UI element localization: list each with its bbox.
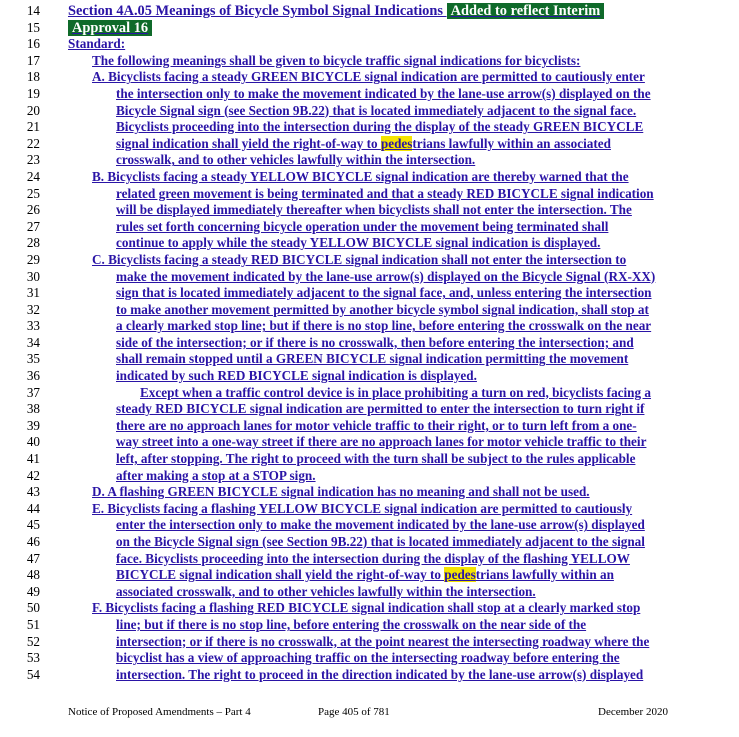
text-segment: Bicyclists proceeding into the intersection during the display of the steady GREEN BICYCLE: [116, 119, 644, 135]
text-segment: rules set forth concerning bicycle operation under the movement being terminated shall: [116, 218, 609, 234]
document-line: [0, 235, 739, 252]
text-segment: trians lawfully within an associated: [412, 135, 611, 151]
document-line: [0, 385, 739, 402]
line-text: [116, 667, 643, 684]
text-segment: continue to apply while the steady YELLOW BICYCLE signal indication is displayed.: [116, 235, 601, 251]
text-segment: to make another movement permitted by another bicycle symbol signal indication, shall stop at: [116, 301, 649, 317]
document-line: [0, 551, 739, 568]
document-line: [0, 53, 739, 70]
line-text: [92, 69, 645, 86]
text-segment: Section 4A.05 Meanings of Bicycle Symbol Signal Indications: [68, 3, 447, 19]
line-number: 16: [26, 36, 40, 52]
line-number: 23: [26, 152, 40, 168]
line-number: 31: [26, 285, 40, 301]
document-body: [0, 3, 739, 683]
text-segment: D. A flashing GREEN BICYCLE signal indication has no meaning and shall not be used.: [92, 484, 590, 500]
line-number: 36: [26, 368, 40, 384]
text-segment: the intersection only to make the movement indicated by the lane-use arrow(s) displayed on the: [116, 85, 651, 101]
line-number: 39: [26, 417, 40, 433]
text-segment: The following meanings shall be given to bicycle traffic signal indications for bicyclists:: [92, 52, 581, 68]
line-text: [116, 103, 636, 120]
text-segment: shall remain stopped until a GREEN BICYCLE signal indication permitting the movement: [116, 351, 629, 367]
line-text: [116, 584, 536, 601]
line-number: 43: [26, 484, 40, 500]
text-segment: face. Bicyclists proceeding into the intersection during the display of the flashing YELLOW: [116, 550, 630, 566]
line-number: 25: [26, 185, 40, 201]
line-number: 34: [26, 334, 40, 350]
document-line: [0, 252, 739, 269]
line-text: [92, 600, 640, 617]
line-text: [116, 235, 600, 252]
document-line: [0, 451, 739, 468]
text-segment: A. Bicyclists facing a steady GREEN BICYCLE signal indication are permitted to cautiously enter: [92, 69, 645, 85]
text-segment: C. Bicyclists facing a steady RED BICYCLE signal indication shall not enter the intersection to: [92, 251, 627, 267]
text-segment: steady RED BICYCLE signal indication are permitted to enter the intersection to turn right if: [116, 401, 645, 417]
text-segment: intersection; or if there is no crosswalk, at the point nearest the intersecting roadway where the: [116, 633, 650, 649]
text-segment: associated crosswalk, and to other vehicles lawfully within the intersection.: [116, 583, 536, 599]
document-line: [0, 667, 739, 684]
line-number: 44: [26, 500, 40, 516]
text-segment: will be displayed immediately thereafter when bicyclists shall not enter the intersection. The: [116, 202, 632, 218]
line-number: 47: [26, 550, 40, 566]
text-segment: F. Bicyclists facing a flashing RED BICYCLE signal indication shall stop at a clearly marked stop: [92, 600, 641, 616]
highlighted-text: pedes: [444, 567, 476, 583]
line-number: 50: [26, 600, 40, 616]
line-number: 22: [26, 135, 40, 151]
line-number: 35: [26, 351, 40, 367]
document-line: [0, 534, 739, 551]
document-line: [0, 484, 739, 501]
line-text: [92, 484, 590, 501]
text-segment: crosswalk, and to other vehicles lawfully within the intersection.: [116, 152, 476, 168]
footer-date: December 2020: [598, 706, 668, 718]
document-line: [0, 401, 739, 418]
document-line: [0, 335, 739, 352]
line-number: 27: [26, 218, 40, 234]
line-number: 26: [26, 202, 40, 218]
line-text: [116, 617, 586, 634]
text-segment: Bicycle Signal sign (see Section 9B.22) that is located immediately adjacent to the signal face.: [116, 102, 637, 118]
line-text: [116, 202, 632, 219]
line-text: [116, 567, 614, 584]
document-line: [0, 517, 739, 534]
text-segment: left, after stopping. The right to proceed with the turn shall be subject to the rules applicable: [116, 451, 636, 467]
text-segment: enter the intersection only to make the movement indicated by the lane-use arrow(s) displayed: [116, 517, 645, 533]
document-line: [0, 219, 739, 236]
document-line: [0, 69, 739, 86]
interim-approval-badge: Approval 16: [68, 20, 152, 36]
text-segment: bicyclist has a view of approaching traffic on the intersecting roadway before entering the: [116, 650, 620, 666]
text-segment: intersection. The right to proceed in the direction indicated by the lane-use arrow(s) displayed: [116, 666, 644, 682]
line-number: 54: [26, 666, 40, 682]
line-number: 30: [26, 268, 40, 284]
line-text: [116, 119, 643, 136]
line-text: [116, 335, 634, 352]
line-text: [116, 551, 630, 568]
text-segment: E. Bicyclists facing a flashing YELLOW BICYCLE signal indication are permitted to cautiously: [92, 500, 633, 516]
line-text: [116, 517, 645, 534]
line-text: [116, 401, 644, 418]
line-number: 45: [26, 517, 40, 533]
line-number: 28: [26, 235, 40, 251]
document-line: [0, 136, 739, 153]
document-line: [0, 302, 739, 319]
line-number: 14: [26, 3, 40, 18]
line-number: 42: [26, 467, 40, 483]
highlighted-text: pedes: [380, 135, 413, 151]
line-text: [116, 302, 649, 319]
text-segment: line; but if there is no stop line, before entering the crosswalk on the near side of the: [116, 616, 587, 632]
document-line: [0, 119, 739, 136]
text-segment: BICYCLE signal indication shall yield the right-of-way to: [116, 567, 445, 583]
line-number: 37: [26, 384, 40, 400]
line-number: 32: [26, 301, 40, 317]
line-number: 38: [26, 401, 40, 417]
line-text: [116, 136, 611, 153]
text-segment: there are no approach lanes for motor vehicle traffic to their right, or to turn left from a one-: [116, 417, 637, 433]
document-line: [0, 434, 739, 451]
line-text: [116, 634, 649, 651]
line-text: [116, 219, 608, 236]
document-line: [0, 468, 739, 485]
line-text: [116, 451, 635, 468]
line-text: [116, 650, 620, 667]
section-heading: [68, 3, 604, 20]
document-line: [0, 650, 739, 667]
line-text: [116, 434, 646, 451]
text-segment: after making a stop at a STOP sign.: [116, 467, 316, 483]
text-segment: Standard:: [68, 36, 126, 52]
document-line: [0, 285, 739, 302]
line-number: 53: [26, 650, 40, 666]
document-line: [0, 501, 739, 518]
line-number: 21: [26, 119, 40, 135]
line-number: 15: [26, 19, 40, 35]
line-text: [116, 318, 651, 335]
document-line: [0, 269, 739, 286]
line-text: [116, 285, 652, 302]
line-number: 20: [26, 102, 40, 118]
line-number: 41: [26, 451, 40, 467]
document-line: [0, 600, 739, 617]
text-segment: related green movement is being terminated and that a steady RED BICYCLE signal indication: [116, 185, 654, 201]
line-text: [92, 501, 632, 518]
line-text: [116, 468, 316, 485]
text-segment: B. Bicyclists facing a steady YELLOW BICYCLE signal indication are thereby warned that the: [92, 168, 629, 184]
line-text: [92, 169, 629, 186]
footer-page-number: Page 405 of 781: [318, 706, 390, 718]
line-number: 40: [26, 434, 40, 450]
line-number: 46: [26, 534, 40, 549]
line-text: [116, 269, 655, 286]
text-segment: make the movement indicated by the lane-use arrow(s) displayed on the Bicycle Signal (RX-XX): [116, 268, 656, 284]
document-line: [0, 368, 739, 385]
text-segment: Except when a traffic control device is in place prohibiting a turn on red, bicyclists facing a: [140, 384, 652, 400]
document-line: [0, 318, 739, 335]
document-line: [0, 169, 739, 186]
line-text: [92, 53, 580, 70]
line-text: [116, 186, 654, 203]
document-line: [0, 20, 739, 37]
line-text: [116, 152, 475, 169]
interim-approval-badge: Added to reflect Interim: [447, 3, 605, 19]
text-segment: way street into a one-way street if there are no approach lanes for motor vehicle traffic to their: [116, 434, 647, 450]
footer-title: Notice of Proposed Amendments – Part 4: [68, 706, 251, 718]
text-segment: indicated by such RED BICYCLE signal indication is displayed.: [116, 368, 477, 384]
line-number: 49: [26, 583, 40, 599]
line-text: [116, 86, 651, 103]
line-text: [140, 385, 651, 402]
line-text: [116, 418, 637, 435]
line-text: [116, 368, 477, 385]
document-line: [0, 3, 739, 20]
document-line: [0, 103, 739, 120]
document-line: [0, 584, 739, 601]
line-text: [92, 252, 626, 269]
line-number: 19: [26, 85, 40, 101]
line-number: 29: [26, 251, 40, 267]
document-line: [0, 152, 739, 169]
section-heading: [68, 20, 152, 37]
text-segment: trians lawfully within an: [475, 567, 614, 583]
text-segment: sign that is located immediately adjacent to the signal face, and, unless entering the intersection: [116, 285, 652, 301]
line-text: [68, 36, 125, 53]
line-number: 52: [26, 633, 40, 649]
text-segment: signal indication shall yield the right-of-way to: [116, 135, 381, 151]
text-segment: on the Bicycle Signal sign (see Section 9B.22) that is located immediately adjacent to the signal: [116, 534, 645, 549]
document-line: [0, 634, 739, 651]
text-segment: a clearly marked stop line; but if there is no stop line, before entering the crosswalk on the near: [116, 318, 652, 334]
line-text: [116, 534, 645, 551]
document-line: [0, 202, 739, 219]
document-line: [0, 186, 739, 203]
document-line: [0, 351, 739, 368]
line-number: 33: [26, 318, 40, 334]
text-segment: side of the intersection; or if there is no crosswalk, then before entering the intersection; and: [116, 334, 634, 350]
document-line: [0, 418, 739, 435]
document-line: [0, 567, 739, 584]
line-number: 18: [26, 69, 40, 85]
line-text: [116, 351, 628, 368]
line-number: 51: [26, 616, 40, 632]
line-number: 48: [26, 567, 40, 583]
document-line: [0, 36, 739, 53]
document-line: [0, 86, 739, 103]
line-number: 17: [26, 52, 40, 68]
line-number: 24: [26, 168, 40, 184]
document-line: [0, 617, 739, 634]
